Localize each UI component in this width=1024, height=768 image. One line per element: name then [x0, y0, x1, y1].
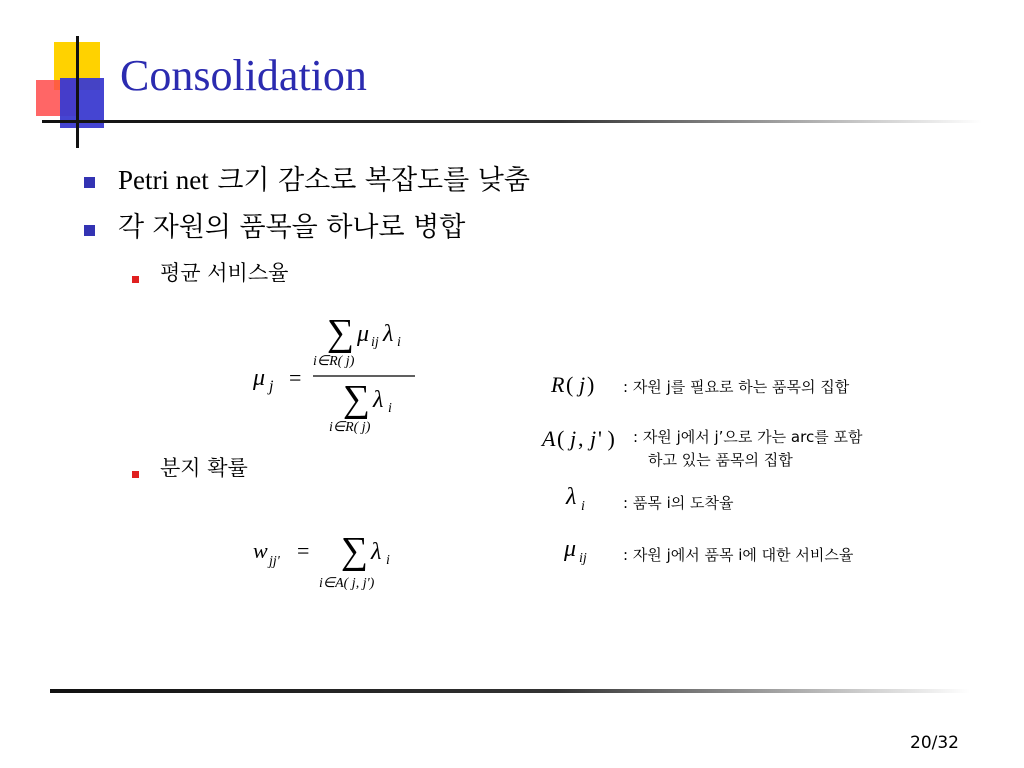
svg-text:i∈R( j): i∈R( j)	[313, 354, 355, 369]
legend-R-desc: : 자원 j를 필요로 하는 품목의 집합	[623, 378, 850, 396]
bullet-square-icon	[84, 225, 95, 236]
svg-text:,: ,	[578, 426, 584, 451]
svg-text:(: (	[557, 426, 565, 451]
svg-text:ij: ij	[579, 551, 587, 566]
svg-text:=: =	[289, 365, 302, 390]
bullet-1-latin: Petri net	[118, 165, 209, 195]
svg-text:): )	[587, 372, 595, 397]
svg-text:i: i	[386, 553, 390, 568]
sub-bullet-square-icon	[132, 276, 139, 283]
footer-divider	[50, 689, 970, 693]
svg-text:R: R	[551, 372, 565, 397]
legend-A-desc-line2: 하고 있는 품목의 집합	[648, 451, 793, 469]
symbol-R-j	[545, 370, 615, 400]
svg-text:μ: μ	[253, 365, 266, 391]
legend-lambda-desc: : 품목 i의 도착율	[623, 494, 734, 512]
svg-text:μ: μ	[564, 536, 577, 562]
bullet-2: 각 자원의 품목을 하나로 병합	[118, 212, 466, 243]
svg-text:i: i	[388, 401, 392, 416]
svg-text:(: (	[566, 372, 574, 397]
legend-A-desc: : 자원 j에서 j’으로 가는 arc를 포함	[633, 428, 863, 446]
svg-text:j: j	[570, 426, 577, 451]
svg-text:jj': jj'	[269, 554, 280, 569]
svg-text:i∈R( j): i∈R( j)	[329, 420, 371, 435]
logo-vertical-line	[76, 36, 79, 148]
formula-branch-probability	[245, 525, 415, 595]
svg-text:∑: ∑	[343, 378, 371, 420]
svg-text:λ: λ	[383, 321, 394, 347]
bullet-square-icon	[84, 177, 95, 188]
svg-text:∑: ∑	[327, 312, 355, 354]
svg-text:λ: λ	[566, 484, 577, 510]
svg-text:ij: ij	[371, 335, 379, 350]
symbol-mu-ij	[560, 534, 605, 568]
svg-text:i: i	[397, 335, 401, 350]
svg-text:' ): ' )	[598, 426, 615, 451]
svg-text:μ: μ	[357, 321, 370, 347]
formula-mean-service-rate	[245, 305, 430, 440]
bullet-1-text: 크기 감소로 복잡도를 낮춤	[208, 165, 530, 196]
svg-text:j: j	[269, 378, 274, 395]
title-divider	[42, 120, 982, 123]
svg-text:i: i	[581, 499, 585, 514]
symbol-lambda-i	[560, 482, 600, 514]
svg-text:∑: ∑	[341, 530, 369, 572]
sub-bullet-square-icon	[132, 471, 139, 478]
symbol-A-jj	[538, 424, 630, 454]
svg-text:w: w	[253, 538, 268, 563]
bullet-1	[118, 163, 530, 198]
sub-bullet-branch-probability: 분지 확률	[160, 456, 248, 480]
legend-mu-desc: : 자원 j에서 품목 i에 대한 서비스율	[623, 546, 854, 564]
page-number: 20/32	[910, 733, 959, 753]
svg-text:λ: λ	[373, 387, 384, 413]
svg-text:A: A	[542, 426, 556, 451]
svg-text:j: j	[579, 372, 586, 397]
svg-text:i∈A( j, j'): i∈A( j, j')	[319, 576, 375, 591]
sub-bullet-service-rate: 평균 서비스율	[160, 261, 289, 285]
svg-text:=: =	[297, 538, 310, 563]
svg-text:j: j	[590, 426, 597, 451]
slide-title: Consolidation	[120, 51, 367, 100]
svg-text:λ: λ	[371, 539, 382, 565]
